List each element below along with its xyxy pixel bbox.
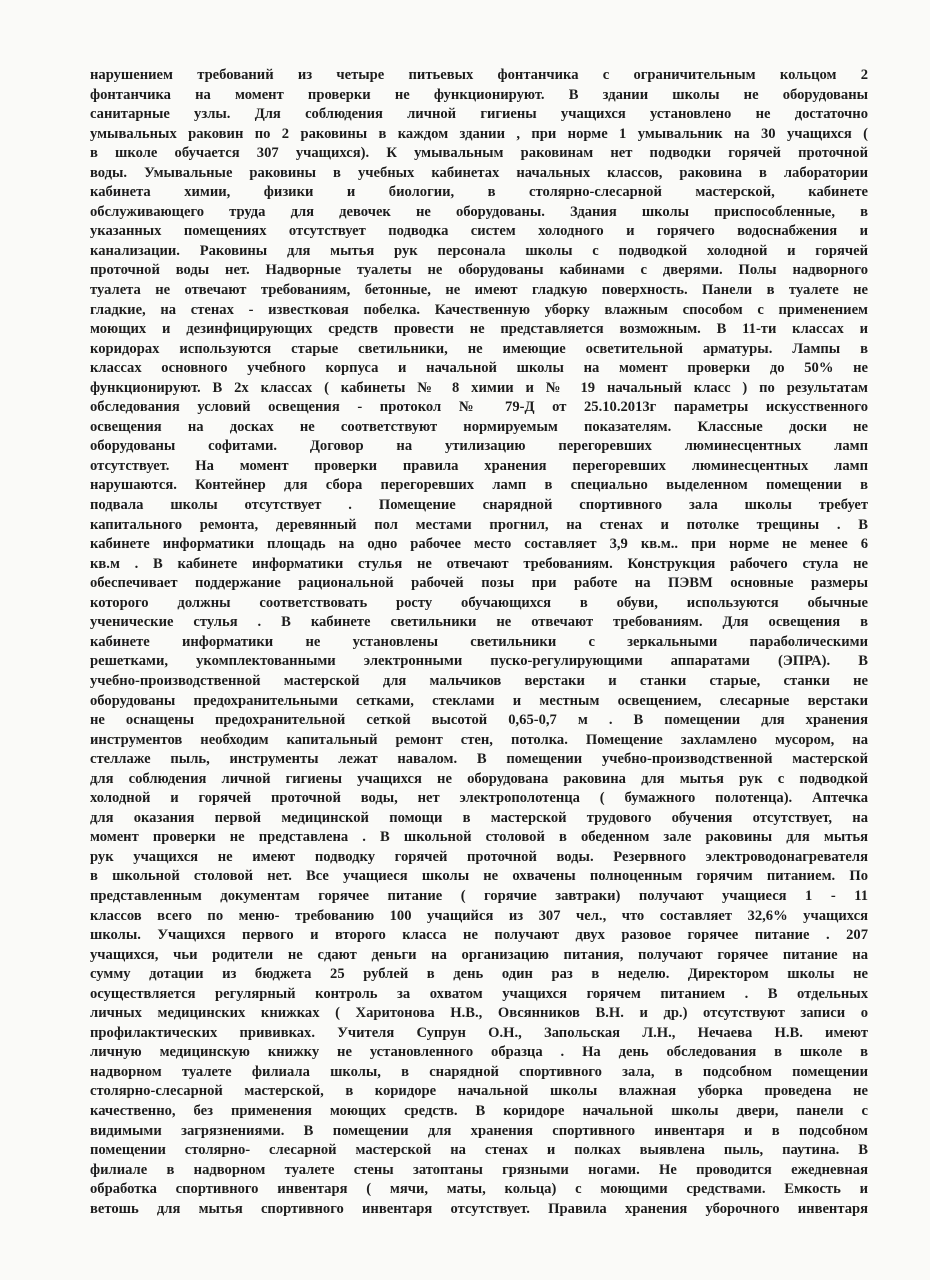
text-line: ученические стулья . В кабинете светильники не отвечают требованиям. Для освещения в xyxy=(90,614,868,631)
text-line: представленным документам горячее питание ( горячие завтраки) получают учащиеся 1 - 11 xyxy=(90,887,868,904)
text-line: туалета не отвечают требованиям, бетонные, не имеют гладкую поверхность. Панели в туалете не xyxy=(90,282,868,299)
text-line: оборудованы предохранительными сетками, стеклами и местным освещением, слесарные верстаки xyxy=(90,692,868,709)
text-line: в школьной столовой нет. Все учащиеся школы не охвачены полноценным горячим питанием. По xyxy=(90,868,868,885)
text-line: для соблюдения личной гигиены учащихся не оборудована раковина для мытья рук с подводкой xyxy=(90,770,868,787)
text-line: освещения на досках не соответствуют нормируемым показателям. Классные доски не xyxy=(90,418,868,435)
text-line: для оказания первой медицинской помощи в мастерской трудового обучения отсутствует, на xyxy=(90,809,868,826)
text-line: инструментов необходим капитальный ремонт стен, потолка. Помещение захламлено мусором, на xyxy=(90,731,868,748)
text-line: коридорах используются старые светильники, не имеющие осветительной арматуры. Лампы в xyxy=(90,340,868,357)
text-line: фонтанчика на момент проверки не функционируют. В здании школы не оборудованы xyxy=(90,86,868,103)
text-line: холодной и горячей проточной воды, нет электрополотенца ( бумажного полотенца). Аптечка xyxy=(90,790,868,807)
text-line: обслуживающего труда для девочек не оборудованы. Здания школы приспособленные, в xyxy=(90,203,868,220)
text-line: отсутствует. На момент проверки правила хранения перегоревших люминесцентных ламп xyxy=(90,457,868,474)
text-line: гладкие, на стенах - известковая побелка. Качественную уборку влажным способом с применением xyxy=(90,301,868,318)
text-line: классах основного учебного корпуса и начальной школы на момент проверки до 50% не xyxy=(90,360,868,377)
text-line: умывальных раковин по 2 раковины в каждом здании , при норме 1 умывальник на 30 учащихся ( xyxy=(90,125,868,142)
text-line: моющих и дезинфицирующих средств провести не представляется возможным. В 11-ти классах и xyxy=(90,321,868,338)
text-line: кабинете информатики площадь на одно рабочее место составляет 3,9 кв.м.. при норме не менее 6 xyxy=(90,536,868,553)
text-line: проточной воды нет. Надворные туалеты не оборудованы кабинами с дверями. Полы надворного xyxy=(90,262,868,279)
text-line: классов всего по меню- требованию 100 учащийся из 307 чел., что составляет 32,6% учащихся xyxy=(90,907,868,924)
text-line: обследования условий освещения - протокол № 79-Д от 25.10.2013г параметры искусственного xyxy=(90,399,868,416)
text-line: не оснащены предохранительной сеткой высотой 0,65-0,7 м . В помещении для хранения xyxy=(90,712,868,729)
text-line: оборудованы софитами. Договор на утилизацию перегоревших люминесцентных ламп xyxy=(90,438,868,455)
text-line: видимыми загрязнениями. В помещении для хранения спортивного инвентаря и в подсобном xyxy=(90,1122,868,1139)
text-line: осуществляется регулярный контроль за охватом учащихся горячем питанием . В отдельных xyxy=(90,985,868,1002)
text-line: сумму дотации из бюджета 25 рублей в день один раз в неделю. Директором школы не xyxy=(90,966,868,983)
text-line: школы. Учащихся первого и второго класса не получают двух разовое горячее питание . 207 xyxy=(90,927,868,944)
text-line: которого должны соответствовать росту обучающихся в обуви, используются обычные xyxy=(90,594,868,611)
text-line: надворном туалете филиала школы, в снарядной спортивного зала, в подсобном помещении xyxy=(90,1063,868,1080)
text-line: обработка спортивного инвентаря ( мячи, маты, кольца) с моющими средствами. Емкость и xyxy=(90,1181,868,1198)
text-line: кабинета химии, физики и биологии, в столярно-слесарной мастерской, кабинете xyxy=(90,184,868,201)
text-line: кабинете информатики не установлены светильники с зеркальными параболическими xyxy=(90,633,868,650)
text-line: канализации. Раковины для мытья рук персонала школы с подводкой холодной и горячей xyxy=(90,242,868,259)
text-line: нарушаются. Контейнер для сбора перегоревших ламп в специально выделенном помещении в xyxy=(90,477,868,494)
text-line: решетками, укомплектованными электронными пуско-регулирующими аппаратами (ЭПРА). В xyxy=(90,653,868,670)
text-line: помещении столярно- слесарной мастерской на стенах и полках выявлена пыль, паутина. В xyxy=(90,1142,868,1159)
text-line: рук учащихся не имеют подводку горячей проточной воды. Резервного электроводонагревателя xyxy=(90,848,868,865)
text-line: капитального ремонта, деревянный пол местами прогнил, на стенах и потолке трещины . В xyxy=(90,516,868,533)
text-line: столярно-слесарной мастерской, в коридоре начальной школы влажная уборка проведена не xyxy=(90,1083,868,1100)
text-line: личную медицинскую книжку не установленного образца . На день обследования в школе в xyxy=(90,1044,868,1061)
text-line: обеспечивает поддержание рациональной рабочей позы при работе на ПЭВМ основные размеры xyxy=(90,575,868,592)
text-line: учащихся, чьи родители не сдают деньги на организацию питания, получают горячее питание на xyxy=(90,946,868,963)
text-line: личных медицинских книжках ( Харитонова Н.В., Овсянников В.Н. и др.) отсутствуют записи о xyxy=(90,1005,868,1022)
text-line: профилактических прививках. Учителя Супрун О.Н., Запольская Л.Н., Нечаева Н.В. имеют xyxy=(90,1024,868,1041)
text-line: учебно-производственной мастерской для мальчиков верстаки и станки старые, станки не xyxy=(90,672,868,689)
text-line: в школе обучается 307 учащихся). К умывальным раковинам нет подводки горячей проточной xyxy=(90,145,868,162)
text-line: филиале в надворном туалете стены затоптаны грязными ногами. Не проводится ежедневная xyxy=(90,1161,868,1178)
text-line: воды. Умывальные раковины в учебных кабинетах начальных классов, раковина в лаборатории xyxy=(90,164,868,181)
text-line: нарушением требований из четыре питьевых фонтанчика с ограничительным кольцом 2 xyxy=(90,67,868,83)
text-line: качественно, без применения моющих средств. В коридоре начальной школы двери, панели с xyxy=(90,1102,868,1119)
text-line: стеллаже пыль, инструменты лежат навалом. В помещении учебно-производственной мастерской xyxy=(90,751,868,768)
text-line: кв.м . В кабинете информатики стулья не отвечают требованиям. Конструкция рабочего стула не xyxy=(90,555,868,572)
text-line: момент проверки не представлена . В школьной столовой в обеденном зале раковины для мытья xyxy=(90,829,868,846)
text-line: подвала школы отсутствует . Помещение снарядной спортивного зала школы требует xyxy=(90,497,868,514)
text-line: ветошь для мытья спортивного инвентаря отсутствует. Правила хранения уборочного инвентаря xyxy=(90,1200,868,1217)
text-line: функционируют. В 2х классах ( кабинеты № 8 химии и № 19 начальный класс ) по результатам xyxy=(90,379,868,396)
text-line: санитарные узлы. Для соблюдения личной гигиены учащихся установлено не достаточно xyxy=(90,106,868,123)
text-line: указанных помещениях отсутствует подводка систем холодного и горячего водоснабжения и xyxy=(90,223,868,240)
document-body-text xyxy=(90,66,868,1219)
